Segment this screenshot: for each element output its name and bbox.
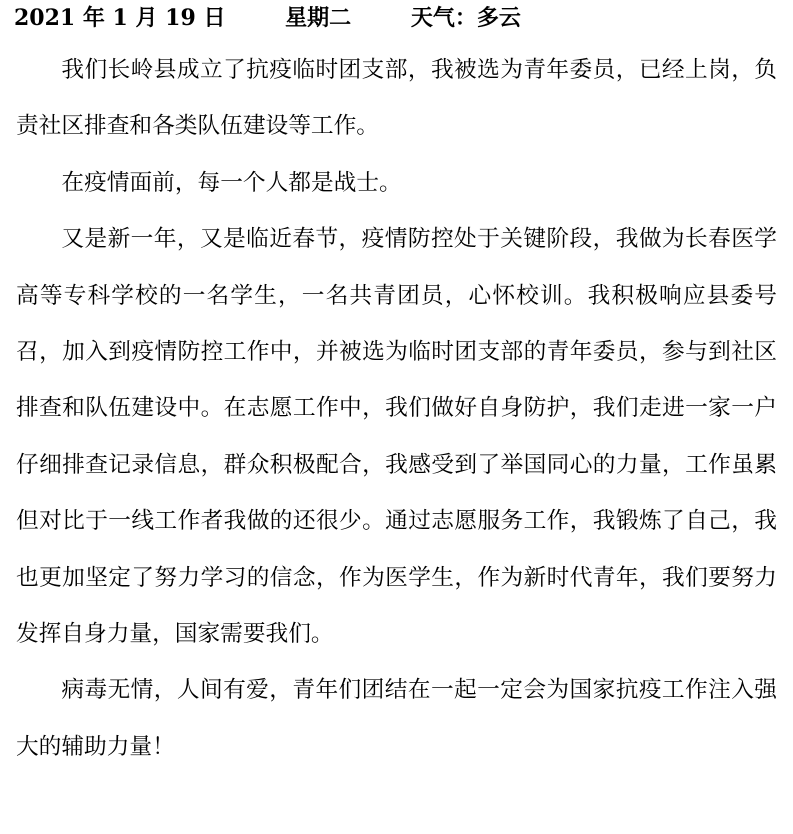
entry-date: 2021 年 1 月 19 日 [14,5,226,31]
entry-weather: 天气：多云 [410,5,521,31]
paragraph: 在疫情面前，每一个人都是战士。 [61,169,402,196]
diary-header [14,4,521,32]
paragraph: 又是新一年，又是临近春节，疫情防控处于关键阶段，我做为长春医学高等专科学校的一名学生，一名共青团员，心怀校训。我积极响应县委号召，加入到疫情防控工作中，并被选为临时团支部的青年委员，参与到社区排查和队伍建设中。在志愿工作中，我们做好自身防护，我们走进一家一户仔细排查记录信息，群众积极配合，我感受到了举国同心的力量，工作虽累但对比于一线工作者我做的还很少。通过志愿服务工作，我锻炼了自己，我也更加坚定了努力学习的信念，作为医学生，作为新时代青年，我们要努力发挥自身力量，国家需要我们。 [16,226,777,648]
paragraph: 我们长岭县成立了抗疫临时团支部，我被选为青年委员，已经上岗，负责社区排查和各类队伍建设等工作。 [16,57,777,140]
paragraph: 病毒无情，人间有爱，青年们团结在一起一定会为国家抗疫工作注入强大的辅助力量！ [16,677,777,760]
diary-body [16,42,777,775]
entry-weekday: 星期二 [285,5,352,31]
